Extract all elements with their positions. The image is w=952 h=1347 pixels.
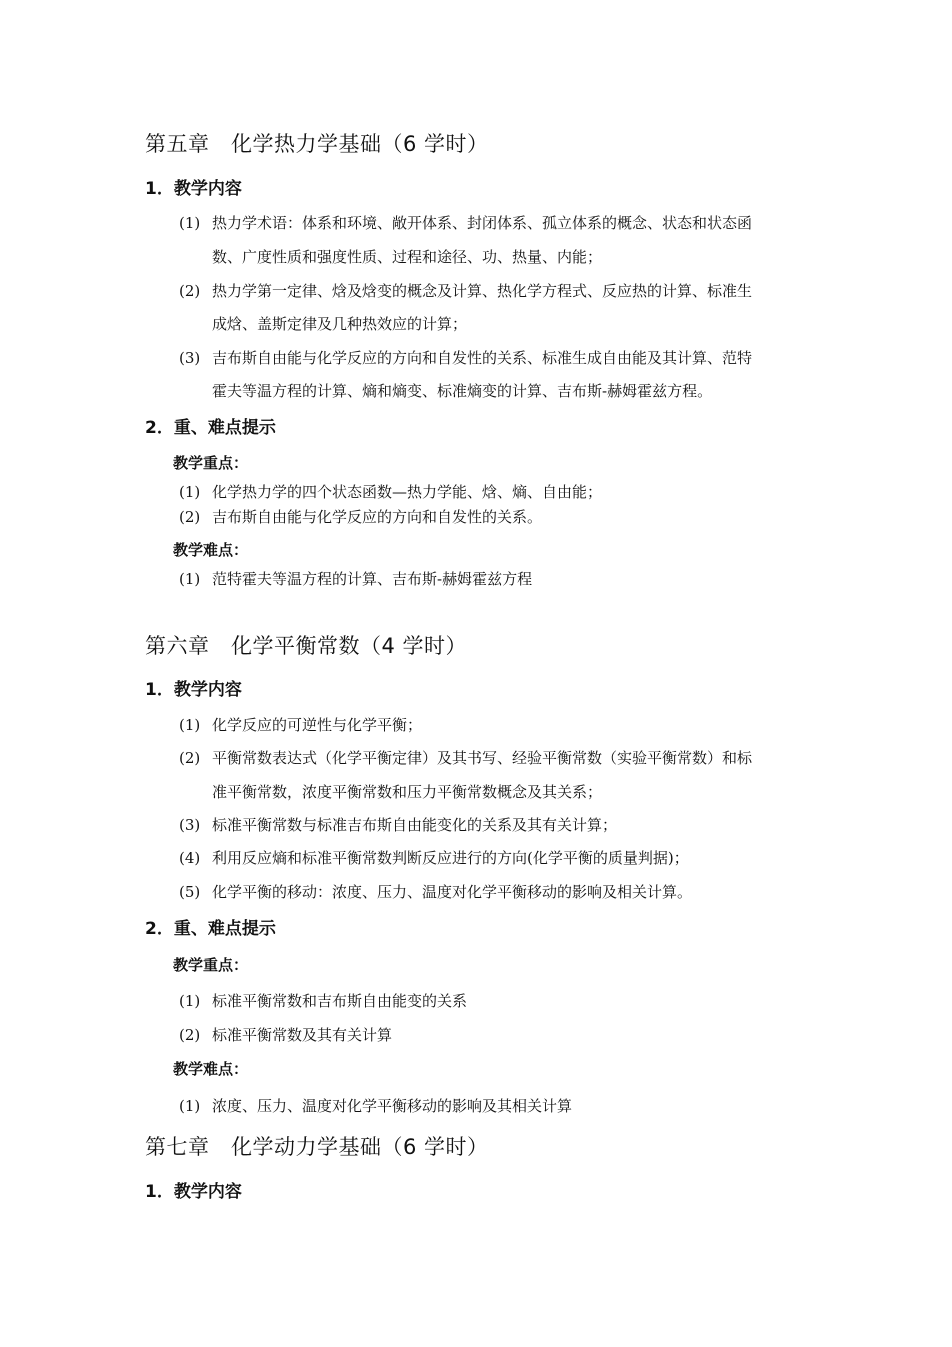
- item-text: 热力学术语：体系和环境、敞开体系、封闭体系、孤立体系的概念、状态和状态函: [212, 214, 753, 232]
- chapter6-difficult-points-label: 教学难点：: [173, 1060, 249, 1078]
- item-text: 标准平衡常数与标准吉布斯自由能变化的关系及其有关计算；: [212, 816, 618, 834]
- chapter5-content-item-1-cont: 数、广度性质和强度性质、过程和途径、功、热量、内能；: [212, 248, 603, 266]
- item-number: (5): [179, 883, 201, 901]
- chapter6-content-item-5: [179, 882, 692, 902]
- chapter5-content-item-2-cont: 成焓、盖斯定律及几种热效应的计算；: [212, 315, 468, 333]
- chapter6-section2-title: 2．重、难点提示: [145, 919, 276, 939]
- item-text: 化学平衡的移动：浓度、压力、温度对化学平衡移动的影响及相关计算。: [212, 883, 693, 901]
- chapter6-content-item-1: [179, 715, 422, 735]
- chapter5-content-item-1: [179, 213, 752, 233]
- item-text: 标准平衡常数和吉布斯自由能变的关系: [212, 992, 468, 1010]
- chapter5-difficult-item-1: [179, 569, 532, 589]
- chapter6-content-item-2: [179, 748, 752, 768]
- item-text: 平衡常数表达式（化学平衡定律）及其书写、经验平衡常数（实验平衡常数）和标: [212, 749, 753, 767]
- item-text: 浓度、压力、温度对化学平衡移动的影响及其相关计算: [212, 1097, 573, 1115]
- chapter6-title: 第六章 化学平衡常数（4 学时）: [145, 634, 468, 658]
- item-text: 化学反应的可逆性与化学平衡；: [212, 716, 423, 734]
- item-text: 吉布斯自由能与化学反应的方向和自发性的关系、标准生成自由能及其计算、范特: [212, 349, 753, 367]
- item-text: 范特霍夫等温方程的计算、吉布斯-赫姆霍兹方程: [212, 570, 533, 588]
- chapter6-key-points-label: 教学重点：: [173, 956, 249, 974]
- item-number: (1): [179, 570, 201, 588]
- item-number: (2): [179, 508, 201, 526]
- item-text: 标准平衡常数及其有关计算: [212, 1026, 393, 1044]
- item-number: (2): [179, 282, 201, 300]
- chapter7-section1-title: 1．教学内容: [145, 1182, 242, 1202]
- chapter5-title: 第五章 化学热力学基础（6 学时）: [145, 132, 489, 156]
- chapter6-key-item-1: [179, 991, 467, 1011]
- item-text: 热力学第一定律、焓及焓变的概念及计算、热化学方程式、反应热的计算、标准生: [212, 282, 753, 300]
- item-text: 吉布斯自由能与化学反应的方向和自发性的关系。: [212, 508, 543, 526]
- chapter6-section1-title: 1．教学内容: [145, 680, 242, 700]
- item-number: (1): [179, 483, 201, 501]
- chapter5-key-item-2: [179, 507, 542, 527]
- item-number: (1): [179, 214, 201, 232]
- item-number: (2): [179, 749, 201, 767]
- chapter5-key-points-label: 教学重点：: [173, 454, 249, 472]
- item-number: (4): [179, 849, 201, 867]
- item-number: (3): [179, 816, 201, 834]
- chapter6-key-item-2: [179, 1025, 392, 1045]
- item-number: (1): [179, 1097, 201, 1115]
- chapter6-difficult-item-1: [179, 1096, 572, 1116]
- item-number: (2): [179, 1026, 201, 1044]
- chapter5-content-item-3-cont: 霍夫等温方程的计算、熵和熵变、标准熵变的计算、吉布斯-赫姆霍兹方程。: [212, 382, 713, 400]
- item-text: 利用反应熵和标准平衡常数判断反应进行的方向(化学平衡的质量判据)；: [212, 849, 689, 867]
- chapter5-content-item-3: [179, 348, 752, 368]
- chapter6-content-item-3: [179, 815, 617, 835]
- chapter6-content-item-4: [179, 848, 689, 868]
- item-number: (1): [179, 716, 201, 734]
- chapter7-title: 第七章 化学动力学基础（6 学时）: [145, 1135, 489, 1159]
- chapter5-difficult-points-label: 教学难点：: [173, 541, 249, 559]
- chapter6-content-item-2-cont: 准平衡常数，浓度平衡常数和压力平衡常数概念及其关系；: [212, 783, 603, 801]
- chapter5-key-item-1: [179, 482, 602, 502]
- chapter5-content-item-2: [179, 281, 752, 301]
- chapter5-section2-title: 2．重、难点提示: [145, 418, 276, 438]
- item-number: (3): [179, 349, 201, 367]
- item-text: 化学热力学的四个状态函数—热力学能、焓、熵、自由能；: [212, 483, 603, 501]
- item-number: (1): [179, 992, 201, 1010]
- chapter5-section1-title: 1．教学内容: [145, 179, 242, 199]
